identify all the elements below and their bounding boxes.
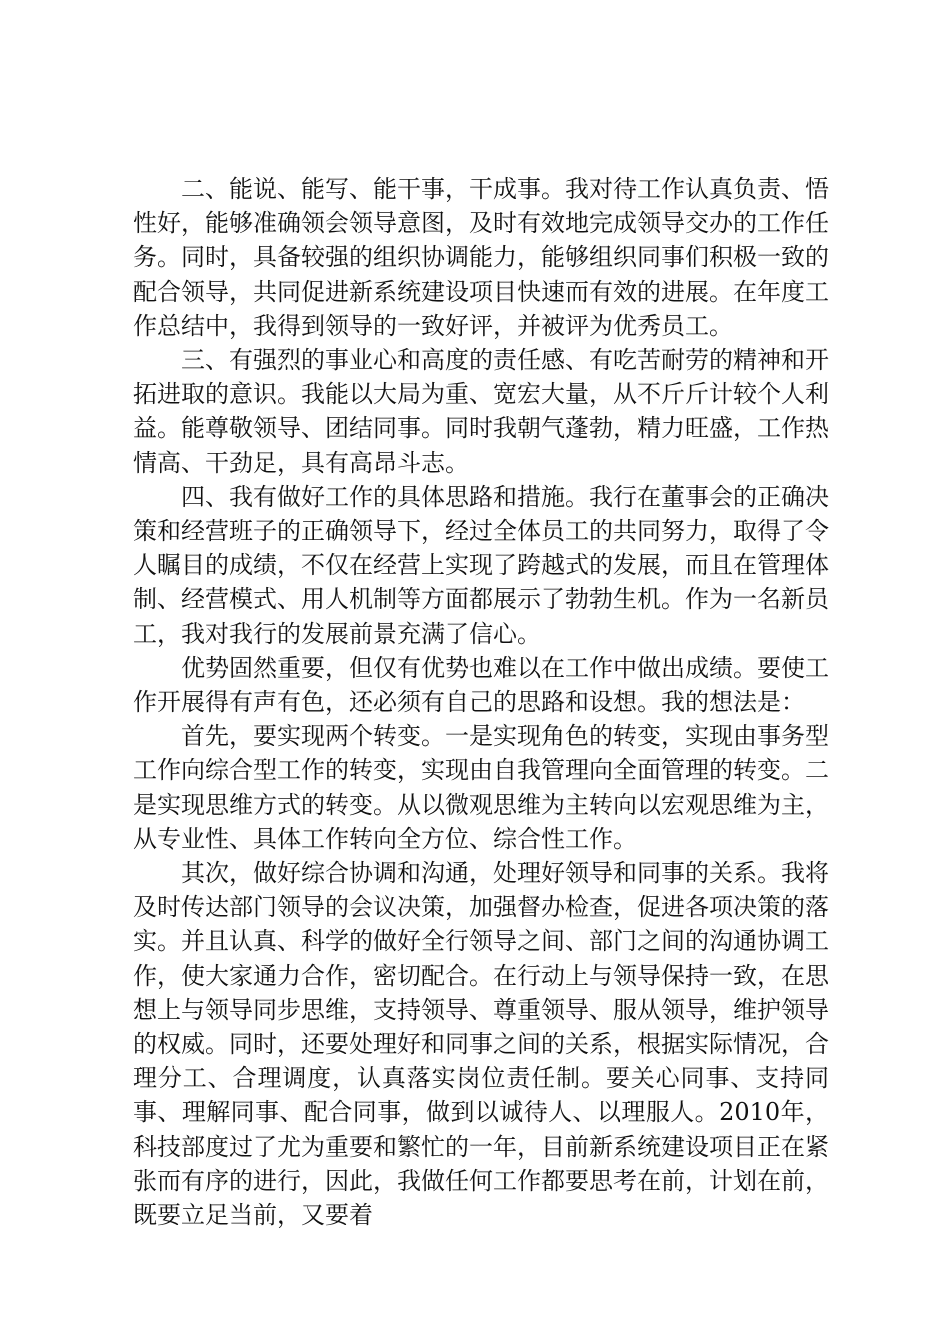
paragraph-first-transformation: 首先，要实现两个转变。一是实现角色的转变，实现由事务型工作向综合型工作的转变，实现由自我管理向全面管理的转变。二是实现思维方式的转变。从以微观思维为主转向以宏观思维为主，从专业性、具体工作转向全方位、综合性工作。 <box>133 722 829 853</box>
paragraph-3-dedication: 三、有强烈的事业心和高度的责任感、有吃苦耐劳的精神和开拓进取的意识。我能以大局为重、宽宏大量，从不斤斤计较个人利益。能尊敬领导、团结同事。同时我朝气蓬勃，精力旺盛，工作热情高、干劲足，具有高昂斗志。 <box>133 346 829 477</box>
paragraph-2-strengths: 二、能说、能写、能干事，干成事。我对待工作认真负责、悟性好，能够准确领会领导意图，及时有效地完成领导交办的工作任务。同时，具备较强的组织协调能力，能够组织同事们积极一致的配合领导，共同促进新系统建设项目快速而有效的进展。在年度工作总结中，我得到领导的一致好评，并被评为优秀员工。 <box>133 175 829 340</box>
paragraph-4-plans: 四、我有做好工作的具体思路和措施。我行在董事会的正确决策和经营班子的正确领导下，经过全体员工的共同努力，取得了令人瞩目的成绩，不仅在经营上实现了跨越式的发展，而且在管理体制、经营模式、用人机制等方面都展示了勃勃生机。作为一名新员工，我对我行的发展前景充满了信心。 <box>133 482 829 648</box>
paragraph-advantages: 优势固然重要，但仅有优势也难以在工作中做出成绩。要使工作开展得有声有色，还必须有自己的思路和设想。我的想法是： <box>133 653 829 717</box>
document-body <box>133 172 829 1232</box>
paragraph-second-coordination: 其次，做好综合协调和沟通，处理好领导和同事的关系。我将及时传达部门领导的会议决策，加强督办检查，促进各项决策的落实。并且认真、科学的做好全行领导之间、部门之间的沟通协调工作，使大家通力合作，密切配合。在行动上与领导保持一致，在思想上与领导同步思维，支持领导、尊重领导、服从领导，维护领导的权威。同时，还要处理好和同事之间的关系，根据实际情况，合理分工、合理调度，认真落实岗位责任制。要关心同事、支持同事、理解同事、配合同事，做到以诚待人、以理服人。2010年，科技部度过了尤为重要和繁忙的一年，目前新系统建设项目正在紧张而有序的进行，因此，我做任何工作都要思考在前，计划在前，既要立足当前，又要着 <box>133 859 829 1230</box>
